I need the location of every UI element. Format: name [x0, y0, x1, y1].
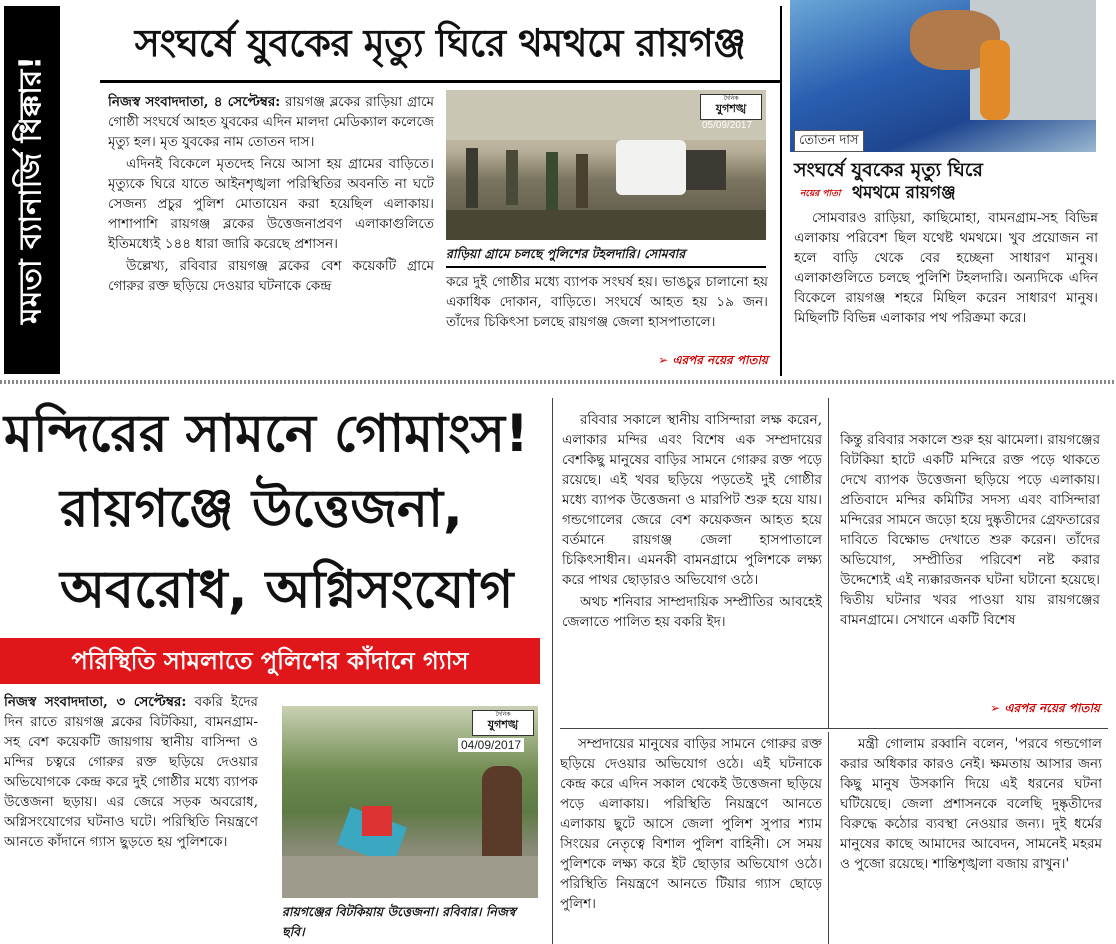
section-divider — [0, 380, 1116, 384]
side-banner-text: মমতা ব্যানার্জি ধিক্কার! — [13, 56, 49, 324]
bottom-right-col — [840, 734, 1102, 944]
main-headline-1: মন্দিরের সামনে গোমাংস! — [4, 404, 529, 464]
main-col3 — [840, 430, 1100, 722]
headline-underline — [100, 80, 780, 83]
main-continued[interactable]: ➢ এরপর নয়ের পাতায় — [990, 701, 1100, 715]
corner-headline-2: থমথমে রায়গঞ্জ — [852, 183, 956, 203]
bottom-mid-text: সম্প্রদায়ের মানুষের বাড়ির সামনে গোরুর রক্ত ছড়িয়ে দেওয়ার অভিযোগ ওঠে। এই ঘটনাকে কেন্দ্র করে এদিন সকাল থেকেই উত্তেজনা ছড়িয়ে পড়ে এলাকায়। পরিস্থিতি নিয়ন্ত্রণে আনতে এলাকায় ছুটে আসে জেলা পুলিশ সুপার শ্যাম সিংয়ের নেতৃত্বে বিশাল পুলিশ বাহিনী। সে সময় পুলিশকে লক্ষ্য করে ইট ছোড়ার অভিযোগ ওঠে। পরিস্থিতি নিয়ন্ত্রণে আনতে টিয়ার গ্যাস ছোড়ে পুলিশ। — [560, 736, 822, 912]
top-corner-divider — [780, 6, 782, 376]
top-story-photo — [446, 90, 766, 240]
top-story-p1: রায়গঞ্জ ব্লকের রাড়িয়া গ্রামে গোষ্ঠী সংঘর্ষে আহত যুবকের এদিন মালদা মেডিক্যাল কলেজে মৃত্যু হল। মৃত যুবকের নাম তোতন দাস। — [108, 94, 434, 150]
corner-photo — [790, 0, 1096, 152]
subheadline-text: পরিস্থিতি সামলাতে পুলিশের কাঁদানে গ্যাস — [71, 647, 469, 675]
corner-tag: নয়ের পাতা — [800, 189, 841, 199]
main-photo-caption: রায়গঞ্জের বিটকিয়ায় উত্তেজনা। রবিবার। নিজস্ব ছবি। — [282, 904, 516, 939]
bottom-mid-col — [560, 734, 822, 944]
main-col-divider-2 — [828, 398, 829, 728]
top-story-p3: উল্লেখ্য, রবিবার রায়গঞ্জ ব্লকের বেশ কয়েকটি গ্রামে গোরুর রক্ত ছড়িয়ে দেওয়ার ঘটনাকে কেন্দ্র — [108, 258, 434, 294]
photo-logo — [700, 94, 762, 120]
top-continued[interactable]: ➢ এরপর নয়ের পাতায় — [658, 353, 768, 367]
top-story-headline: সংঘর্ষে যুবকের মৃত্যু ঘিরে থমথমে রায়গঞ্জ — [134, 21, 746, 65]
photo-logo-text: যুগশঙ্খ — [715, 102, 747, 115]
corner-headline-1: সংঘর্ষে যুবকের মৃত্যু ঘিরে — [794, 159, 983, 181]
corner-photo-label: তোতন দাস — [794, 130, 864, 152]
main-byline: নিজস্ব সংবাদদাতা, ৩ সেপ্টেম্বর: — [4, 694, 187, 710]
main-col3-p1: কিন্তু রবিবার সকালে শুরু হয় ঝামেলা। রায়গঞ্জের বিটকিয়া হাটে একটি মন্দিরে রক্ত পড়ে থাকতে দেখে ব্যাপক উত্তেজনা ছড়িয়ে পড়ে এলাকায়। প্রতিবাদে মন্দির কমিটির সদস্য এবং বাসিন্দারা মন্দিরের সামনে জড়ো হয়ে দুষ্কৃতীদের গ্রেফতারের দাবিতে বিক্ষোভ দেখাতে শুরু করেন। তাঁদের অভিযোগ, সম্প্রীতির পরিবেশ নষ্ট করার উদ্দেশ্যেই এই ন্যক্কারজনক ঘটনা ঘটানো হয়েছে। দ্বিতীয় ঘটনার খবর পাওয়া যায় রায়গঞ্জের বামনগ্রামে। সেখানে একটি বিশেষ — [840, 432, 1100, 628]
corner-text-block — [794, 208, 1098, 378]
main-photo-logo-text: যুগশঙ্খ — [487, 718, 519, 731]
side-banner — [4, 6, 60, 374]
top-photo-caption: রাড়িয়া গ্রামে চলছে পুলিশের টহলদারি। সোমবার — [446, 246, 686, 261]
top-story-byline: নিজস্ব সংবাদদাতা, ৪ সেপ্টেম্বর: — [108, 94, 281, 110]
top-story-col1 — [108, 92, 434, 374]
main-col2-p1: রবিবার সকালে স্থানীয় বাসিন্দারা লক্ষ করেন, এলাকার মন্দির এবং বিশেষ এক সম্প্রদায়ের বেশকিছু মানুষের বাড়ির সামনে গোরুর রক্ত পড়ে রয়েছে। এই খবর ছড়িয়ে পড়তেই দুই গোষ্ঠীর মধ্যে ব্যাপক উত্তেজনা ও মারপিট শুরু হয়ে যায়। গন্ডগোলের জেরে বেশ কয়েকজন আহত হয়ে বর্তমানে রায়গঞ্জ জেলা হাসপাতালে চিকিৎসাধীন। এমনকী বামনগ্রামে পুলিশকে লক্ষ্য করে পাথর ছোড়ারও অভিযোগ ওঠে। — [562, 412, 822, 588]
subheadline-bar — [0, 638, 540, 684]
main-headline-3: অবরোধ, অগ্নিসংযোগ — [60, 560, 514, 620]
bottom-columns-rule — [560, 728, 1108, 729]
main-photo-logo — [472, 710, 534, 736]
main-headline-2: রায়গঞ্জে উত্তেজনা, — [60, 479, 463, 539]
top-story-p4: করে দুই গোষ্ঠীর মধ্যে ব্যাপক সংঘর্ষ হয়। ভাঙচুর চালানো হয় একাধিক দোকান, বাড়িতে। সংঘর্ষে আহত হয় ১৯ জন। তাঁদের চিকিৎসা চলছে রায়গঞ্জ জেলা হাসপাতালে। — [446, 274, 768, 330]
main-photo — [282, 706, 538, 898]
photo-date: 05/09/2017 — [702, 120, 753, 131]
photo-logo-small: দৈনিক — [723, 95, 739, 102]
main-col2-p2: অথচ শনিবার সাম্প্রদায়িক সম্প্রীতির আবহেই জেলাতে পালিত হয় বকরি ইদ। — [562, 594, 822, 630]
main-col1 — [4, 692, 258, 944]
top-caption-rule — [446, 266, 766, 268]
corner-headline-row2 — [794, 182, 1100, 206]
main-photo-logo-small: দৈনিক — [495, 711, 511, 718]
corner-text: সোমবারও রাড়িয়া, কাছিমোহা, বামনগ্রাম-সহ বিভিন্ন এলাকায় পরিবেশ ছিল যথেষ্ট থমথমে। খুব প্রয়োজন না হলে বাড়ি থেকে বের হচ্ছেনা সাধারণ মানুষ। এলাকাগুলিতে চলছে পুলিশি টহলদারি। অন্যদিকে এদিন বিকেলে রায়গঞ্জ শহরে মিছিল করেন সাধারণ মানুষ। মিছিলটি বিভিন্ন এলাকার পথ পরিক্রমা করে। — [794, 210, 1098, 326]
bottom-col-divider — [828, 732, 829, 944]
main-col2 — [562, 410, 822, 722]
main-p1: বকরি ইদের দিন রাতে রায়গঞ্জ ব্লকের বিটকিয়া, বামনগ্রাম-সহ বেশ কয়েকটি জায়গায় স্থানীয় বাসিন্দা ও মন্দির চত্বরে গোরুর রক্ত ছড়িয়ে দেওয়ার অভিযোগকে কেন্দ্র করে দুই গোষ্ঠীর মধ্যে ব্যাপক উত্তেজনা ছড়ায়। এর জেরে সড়ক অবরোধ, অগ্নিসংযোগের ঘটনাও ঘটে। পরিস্থিতি নিয়ন্ত্রণে আনতে কাঁদানে গ্যাস ছুড়তে হয় পুলিশকে। — [4, 694, 258, 850]
top-story-p2: এদিনই বিকেলে মৃতদেহ নিয়ে আসা হয় গ্রামের বাড়িতে। মৃত্যুকে ঘিরে যাতে আইনশৃঙ্খলা পরিস্থিতির অবনতি না ঘটে সেজন্য প্রচুর পুলিশ মোতায়েন করা হয়েছিল এলাকায়। পাশাপাশি রায়গঞ্জ ব্লকের উত্তেজনাপ্রবণ এলাকাগুলিতে ইতিমধ্যেই ১৪৪ ধারা জারি করেছে প্রশাসন। — [108, 156, 434, 252]
main-col-divider-1 — [552, 398, 553, 944]
main-photo-date: 04/09/2017 — [458, 738, 524, 752]
bottom-right-text: মন্ত্রী গোলাম রব্বানি বলেন, 'পরবে গন্ডগোল করার অধিকার কারও নেই। ক্ষমতায় আসার জন্য কিছু মানুষ উসকানি দিয়ে এই ধরনের ঘটনা ঘটিয়েছে। জেলা প্রশাসনকে বলেছি দুষ্কৃতীদের বিরুদ্ধে কঠোর ব্যবস্থা নেওয়ার জন্য। দুই ধর্মের মানুষের কাছে আমাদের আবেদন, সামনেই মহরম ও পুজো রয়েছে। শান্তিশৃঙ্খলা বজায় রাখুন।' — [840, 736, 1102, 872]
